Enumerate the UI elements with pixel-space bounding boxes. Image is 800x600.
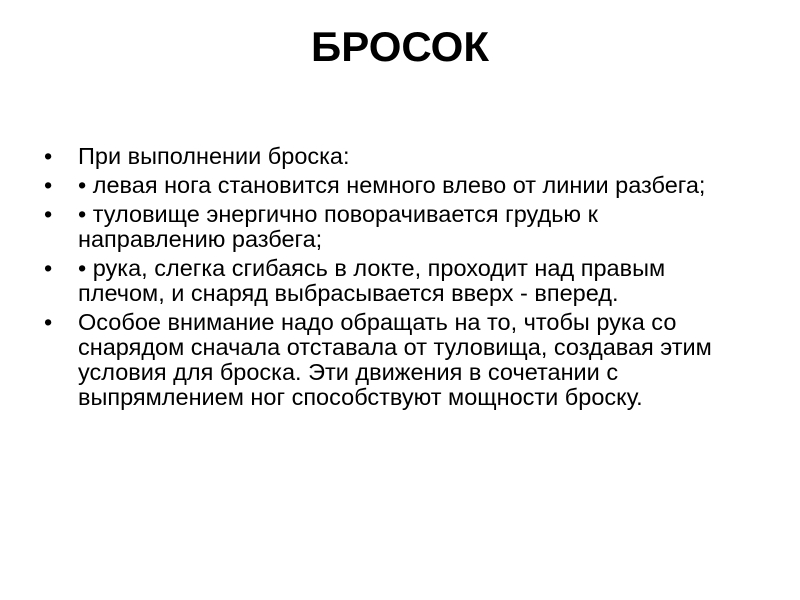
bullet-marker: •: [44, 309, 53, 335]
bullet-text: • левая нога становится немного влево от линии разбега;: [78, 172, 706, 198]
bullet-marker: •: [44, 143, 53, 169]
bullet-item: [44, 310, 734, 410]
bullet-text: Особое внимание надо обращать на то, чтобы рука со снарядом сначала отставала от туловища, создавая этим условия для броска. Эти движения в сочетании с выпрямлением ног способствуют мощности броску.: [78, 309, 712, 410]
bullet-marker: •: [44, 201, 53, 227]
slide-title: БРОСОК: [311, 23, 489, 70]
bullet-text: • туловище энергично поворачивается грудью к направлению разбега;: [78, 201, 598, 252]
bullet-text: При выполнении броска:: [78, 143, 350, 169]
bullet-item: [44, 202, 734, 252]
bullet-item: [44, 256, 734, 306]
bullet-list: [44, 144, 734, 414]
bullet-text: • рука, слегка сгибаясь в локте, проходит над правым плечом, и снаряд выбрасывается вверх - вперед.: [78, 255, 666, 306]
bullet-marker: •: [44, 255, 53, 281]
bullet-marker: •: [44, 172, 53, 198]
bullet-item: [44, 144, 734, 169]
bullet-item: [44, 173, 734, 198]
